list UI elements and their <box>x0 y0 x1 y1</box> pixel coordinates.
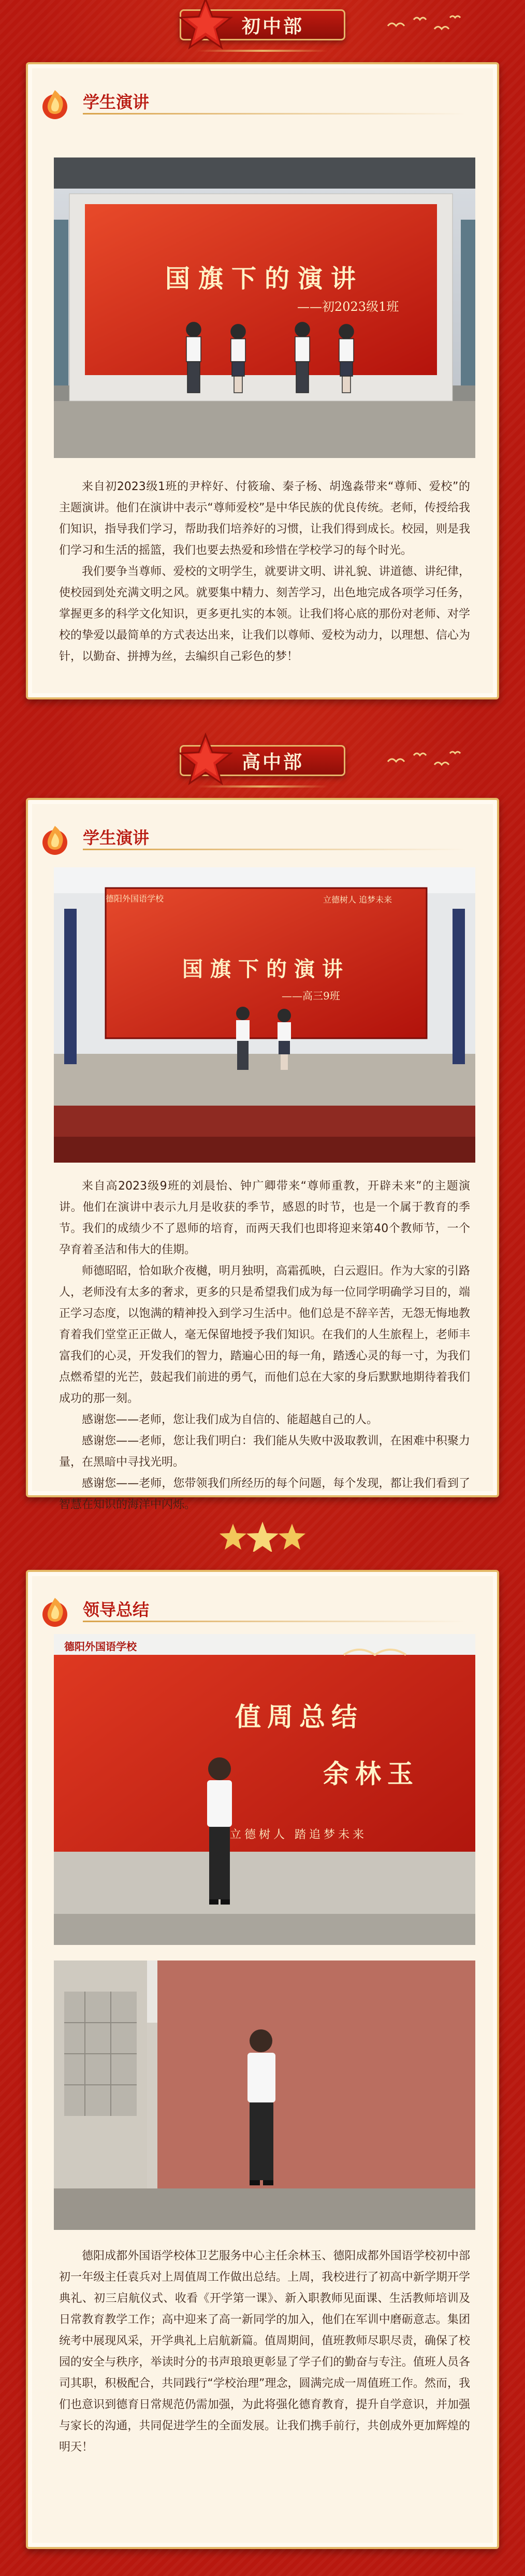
red-star-icon <box>177 0 234 53</box>
birds-icon <box>383 10 465 41</box>
speaker-figure <box>54 1634 475 1945</box>
banner-slogan: 立德树人 踏追梦未来 <box>230 1828 367 1841</box>
leader-photo-2 <box>54 1960 475 2230</box>
section-band-label: 高中部 <box>241 751 304 773</box>
content-card-leader <box>26 1570 499 2549</box>
title-underline <box>83 849 466 850</box>
students-figures <box>54 158 475 458</box>
card-header <box>36 821 492 852</box>
paragraph: 来自初2023级1班的尹梓好、付筱瑜、秦子杨、胡逸淼带来“尊师、爱校”的主题演讲。他们在演讲中表示“尊师爱校”是中华民族的优良传统。老师，传授给我们知识，指导我们学习，帮助我们培养好的习惯，让我们得到成长。校园，则是我们学习和生活的摇篮，我们也要去热爱和珍惜在学校学习的每个时光。 <box>59 480 470 557</box>
title-underline <box>83 1621 466 1622</box>
three-stars-icon <box>217 1521 308 1552</box>
section-band-junior <box>0 0 525 52</box>
card-header <box>36 1593 492 1624</box>
flame-icon <box>36 85 78 121</box>
content-card-senior <box>26 798 499 1511</box>
banner-title: 值周总结 <box>235 1701 363 1732</box>
banner-title: 国旗下的演讲 <box>182 957 350 981</box>
speech-photo-senior <box>54 867 475 1163</box>
speaker-figure <box>54 1960 475 2230</box>
flame-icon <box>36 821 78 857</box>
paragraph: 师德昭昭，恰如耿介夜樾，明月独明，高霜孤映，白云遐旧。作为大家的引路人，老师没有太多的奢求，更多的只是希望我们成为每一位同学明确学习目的，端正学习态度，以饱满的精神投入到学习生活中。他们总是不辞辛苦，无怨无悔地教育着我们堂堂正正做人，毫无保留地授予我们知识。在我们的人生旅程上，老师丰富我们的心灵，开发我们的智力，踏遍心田的每一角，踏透心灵的每一寸，为我们点燃希望的光芒，鼓起我们前进的勇气，而他们总在大家的身后默默地期待着我们成功的那一刻。 <box>59 1265 470 1405</box>
speech-text-senior <box>59 1176 470 1515</box>
card-header <box>36 85 492 116</box>
banner-subtitle: ——初2023级1班 <box>297 299 399 314</box>
title-underline <box>83 113 466 115</box>
leader-summary-text <box>59 2245 470 2458</box>
red-star-icon <box>177 732 234 789</box>
paragraph: 我们要争当尊师、爱校的文明学生，就要讲文明、讲礼貌、讲道德、讲纪律，使校园到处充满文明之风。就要集中精力、刻苦学习，出色地完成各项学习任务，掌握更多的科学文化知识，更多更扎实的本领。让我们将心底的那份对老师、对学校的挚爱以最简单的方式表达出来，让我们以尊师、爱校为动力，以理想、信心为针，以勤奋、拼搏为丝，去编织自己彩色的梦！ <box>59 565 470 663</box>
banner-slogan: 立德树人 追梦未来 <box>323 895 392 905</box>
paragraph: 感谢您——老师，您带领我们所经历的每个问题，每个发现，都让我们看到了智慧在知识的海洋中闪烁。 <box>59 1477 470 1511</box>
leader-photo-1 <box>54 1634 475 1945</box>
paragraph: 感谢您——老师，您让我们成为自信的、能超越自己的人。 <box>82 1413 378 1426</box>
banner-school-name: 德阳外国语学校 <box>64 1640 137 1653</box>
card-title: 领导总结 <box>83 1600 150 1620</box>
card-title: 学生演讲 <box>83 828 150 848</box>
band-divider <box>197 50 328 52</box>
speech-text-junior <box>59 476 470 667</box>
banner-school-name: 德阳外国语学校 <box>106 894 164 904</box>
band-divider <box>197 785 328 788</box>
section-band-label: 初中部 <box>241 16 304 37</box>
section-band-senior <box>0 736 525 788</box>
banner-name: 余林玉 <box>323 1758 419 1789</box>
paragraph: 来自高2023级9班的刘晨怡、钟广卿带来“尊师重教，开辟未来”的主题演讲。他们在演讲中表示九月是收获的季节，感恩的时节，也是一个属于教育的季节。我们的成绩少不了恩师的培育，而两天我们也即将迎来第40个教师节，一个孕育着圣洁和伟大的佳期。 <box>59 1180 470 1256</box>
banner-subtitle: ——高三9班 <box>282 990 340 1002</box>
paragraph: 感谢您——老师，您让我们明白：我们能从失败中汲取教训，在困难中积聚力量，在黑暗中寻找光明。 <box>59 1435 470 1469</box>
paragraph: 德阳成都外国语学校体卫艺服务中心主任余林玉、德阳成都外国语学校初中部初一年级主任袁兵对上周值周工作做出总结。上周，我校进行了初高中新学期开学典礼、初三启航仪式、收看《开学第一课》、新入职教师见面课、生活教师培训及日常教育教学工作；高中迎来了高一新同学的加入，他们在军训中磨砺意志。集团统考中展现风采，开学典礼上启航新篇。值周期间，值班教师尽职尽责，确保了校园的安全与秩序，举读时分的书声琅琅更彰显了学子们的勤奋与专注。值班人员各司其职，积极配合，共同践行“学校治理”理念，圆满完成一周值班工作。然而，我们也意识到德育日常规范仍需加强，为此将强化德育教育，提升自学意识，并加强与家长的沟通，共同促进学生的全面发展。让我们携手前行，共创成外更加辉煌的明天！ <box>59 2250 470 2454</box>
card-title: 学生演讲 <box>83 92 150 112</box>
content-card-junior <box>26 62 499 699</box>
birds-icon <box>383 746 465 777</box>
flame-icon <box>36 1593 78 1629</box>
banner-title: 国旗下的演讲 <box>165 264 364 293</box>
speech-photo-junior <box>54 158 475 458</box>
students-figures <box>54 867 475 1163</box>
